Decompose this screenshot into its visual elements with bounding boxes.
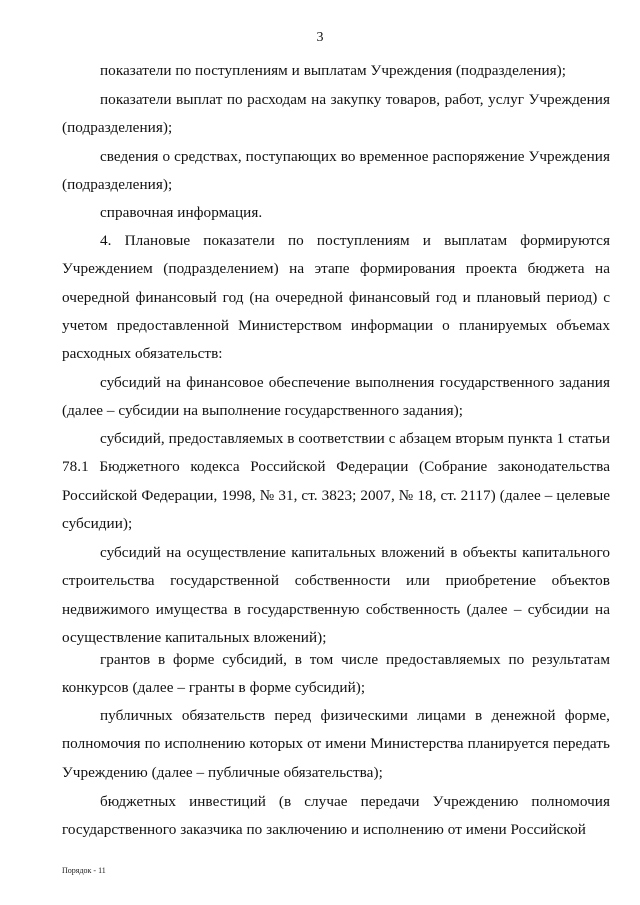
paragraph-3: сведения о средствах, поступающих во временное распоряжение Учреждения (подразделения); xyxy=(62,148,610,194)
footer-label: Порядок - 11 xyxy=(62,866,106,875)
paragraph-8: субсидий на осуществление капитальных вложений в объекты капитального строительства государственной собственности или приобретение объектов недвижимого имущества в государственную собственность (далее – субсидии на осуществление капитальных вложений); xyxy=(62,544,610,646)
paragraph-9: грантов в форме субсидий, в том числе предоставляемых по результатам конкурсов (далее – гранты в форме субсидий); xyxy=(62,651,610,697)
paragraph-1: показатели по поступлениям и выплатам Учреждения (подразделения); xyxy=(100,62,567,79)
paragraph-2: показатели выплат по расходам на закупку товаров, работ, услуг Учреждения (подразделения); xyxy=(62,91,610,137)
paragraph-7: субсидий, предоставляемых в соответствии с абзацем вторым пункта 1 статьи 78.1 Бюджетного кодекса Российской Федерации (Собрание законодательства Российской Федерации, 1998, № 31, ст. 3823; 2007, № 18, ст. 2117) (далее – целевые субсидии); xyxy=(62,430,610,532)
paragraph-4: справочная информация. xyxy=(100,204,263,221)
paragraph-10: публичных обязательств перед физическими лицами в денежной форме, полномочия по исполнению которых от имени Министерства планируется передать Учреждению (далее – публичные обязательства); xyxy=(62,707,610,781)
page-number: 3 xyxy=(316,30,324,45)
paragraph-11: бюджетных инвестиций (в случае передачи Учреждению полномочия государственного заказчика по заключению и исполнению от имени Российской xyxy=(62,793,610,839)
paragraph-6: субсидий на финансовое обеспечение выполнения государственного задания (далее – субсидии на выполнение государственного задания); xyxy=(62,374,610,420)
paragraph-5: 4. Плановые показатели по поступлениям и выплатам формируются Учреждением (подразделением) на этапе формирования проекта бюджета на очередной финансовый год (на очередной финансовый год и плановый период) с учетом предоставленной Министерством информации о планируемых объемах расходных обязательств: xyxy=(62,232,610,363)
